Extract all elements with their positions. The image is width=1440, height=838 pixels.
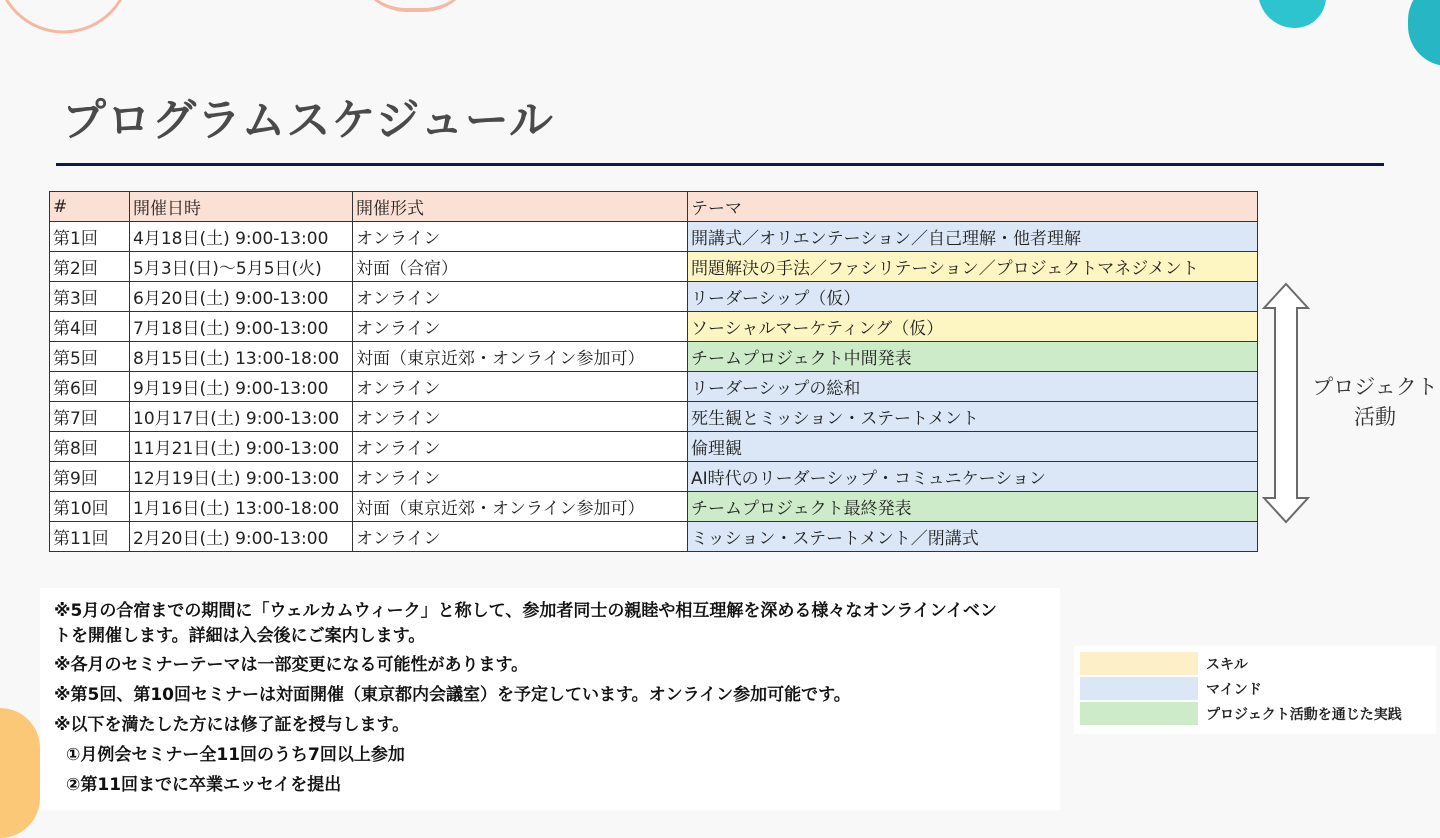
- cell-theme: 死生観とミッション・ステートメント: [688, 402, 1258, 432]
- legend-swatch: [1080, 652, 1198, 675]
- page-title: プログラムスケジュール: [62, 95, 554, 146]
- notes-box: [40, 588, 1060, 810]
- table-row: [50, 222, 1258, 252]
- cell-format: オンライン: [353, 522, 688, 552]
- cell-format: オンライン: [353, 222, 688, 252]
- cell-format: オンライン: [353, 432, 688, 462]
- cell-theme: チームプロジェクト最終発表: [688, 492, 1258, 522]
- legend-swatch: [1080, 702, 1198, 725]
- note-line: ※5月の合宿までの期間に「ウェルカムウィーク」と称して、参加者同士の親睦や相互理解を深める様々なオンラインイベン: [54, 601, 997, 621]
- note-line: ※以下を満たした方には修了証を授与します。: [54, 715, 410, 735]
- project-activity-label-line1: プロジェクト: [1312, 375, 1438, 399]
- note-line: ①月例会セミナー全11回のうち7回以上参加: [66, 745, 405, 765]
- header-date: 開催日時: [130, 192, 353, 222]
- cell-theme: リーダーシップ（仮）: [688, 282, 1258, 312]
- cell-format: オンライン: [353, 402, 688, 432]
- table-row: [50, 282, 1258, 312]
- cell-number: 第2回: [50, 252, 130, 282]
- cell-date: 12月19日(土) 9:00-13:00: [130, 462, 353, 492]
- project-activity-label: [1312, 372, 1438, 432]
- cell-date: 6月20日(土) 9:00-13:00: [130, 282, 353, 312]
- cell-number: 第6回: [50, 372, 130, 402]
- header-number: #: [50, 192, 130, 222]
- cell-theme: 問題解決の手法／ファシリテーション／プロジェクトマネジメント: [688, 252, 1258, 282]
- cell-date: 11月21日(土) 9:00-13:00: [130, 432, 353, 462]
- title-divider: [56, 163, 1384, 166]
- cell-format: オンライン: [353, 372, 688, 402]
- cell-date: 7月18日(土) 9:00-13:00: [130, 312, 353, 342]
- table-row: [50, 372, 1258, 402]
- legend-item-project: [1080, 702, 1430, 725]
- cell-date: 10月17日(土) 9:00-13:00: [130, 402, 353, 432]
- cell-theme: チームプロジェクト中間発表: [688, 342, 1258, 372]
- double-arrow-icon: [1262, 282, 1310, 524]
- decorative-arc: [0, 0, 144, 46]
- table-row: [50, 342, 1258, 372]
- cell-number: 第7回: [50, 402, 130, 432]
- cell-format: 対面（合宿）: [353, 252, 688, 282]
- cell-number: 第1回: [50, 222, 130, 252]
- legend-label: プロジェクト活動を通じた実践: [1206, 707, 1402, 723]
- schedule-table: [49, 191, 1258, 552]
- cell-number: 第9回: [50, 462, 130, 492]
- decorative-blob: [0, 708, 40, 838]
- cell-date: 5月3日(日)～5月5日(火): [130, 252, 353, 282]
- legend-swatch: [1080, 677, 1198, 700]
- note-line: ※第5回、第10回セミナーは対面開催（東京都内会議室）を予定しています。オンライン参加可能です。: [54, 685, 851, 705]
- cell-date: 9月19日(土) 9:00-13:00: [130, 372, 353, 402]
- cell-number: 第4回: [50, 312, 130, 342]
- project-activity-label-line2: 活動: [1354, 405, 1396, 429]
- legend-item-mind: [1080, 677, 1430, 700]
- cell-theme: ソーシャルマーケティング（仮）: [688, 312, 1258, 342]
- table-row: [50, 402, 1258, 432]
- cell-date: 1月16日(土) 13:00-18:00: [130, 492, 353, 522]
- decorative-blob: [1408, 0, 1440, 66]
- cell-number: 第11回: [50, 522, 130, 552]
- cell-number: 第8回: [50, 432, 130, 462]
- legend-item-skill: [1080, 652, 1430, 675]
- cell-theme: ミッション・ステートメント／閉講式: [688, 522, 1258, 552]
- table-row: [50, 492, 1258, 522]
- decorative-arc: [355, 0, 475, 12]
- cell-format: オンライン: [353, 282, 688, 312]
- legend: [1074, 646, 1436, 734]
- cell-number: 第10回: [50, 492, 130, 522]
- decorative-blob: [1258, 0, 1326, 28]
- table-row: [50, 432, 1258, 462]
- cell-format: 対面（東京近郊・オンライン参加可）: [353, 342, 688, 372]
- legend-label: マインド: [1206, 682, 1262, 698]
- legend-label: スキル: [1206, 657, 1248, 673]
- cell-date: 2月20日(土) 9:00-13:00: [130, 522, 353, 552]
- note-line: ②第11回までに卒業エッセイを提出: [66, 775, 342, 795]
- cell-number: 第3回: [50, 282, 130, 312]
- table-row: [50, 312, 1258, 342]
- cell-theme: AI時代のリーダーシップ・コミュニケーション: [688, 462, 1258, 492]
- cell-theme: リーダーシップの総和: [688, 372, 1258, 402]
- header-format: 開催形式: [353, 192, 688, 222]
- table-row: [50, 462, 1258, 492]
- cell-theme: 倫理観: [688, 432, 1258, 462]
- table-body: [50, 222, 1258, 552]
- cell-number: 第5回: [50, 342, 130, 372]
- table-header-row: [50, 192, 1258, 222]
- table-row: [50, 522, 1258, 552]
- cell-format: オンライン: [353, 312, 688, 342]
- header-theme: テーマ: [688, 192, 1258, 222]
- table-row: [50, 252, 1258, 282]
- cell-date: 4月18日(土) 9:00-13:00: [130, 222, 353, 252]
- note-line: トを開催します。詳細は入会後にご案内します。: [54, 626, 426, 646]
- note-line: ※各月のセミナーテーマは一部変更になる可能性があります。: [54, 655, 529, 675]
- cell-theme: 開講式／オリエンテーション／自己理解・他者理解: [688, 222, 1258, 252]
- cell-date: 8月15日(土) 13:00-18:00: [130, 342, 353, 372]
- cell-format: オンライン: [353, 462, 688, 492]
- cell-format: 対面（東京近郊・オンライン参加可）: [353, 492, 688, 522]
